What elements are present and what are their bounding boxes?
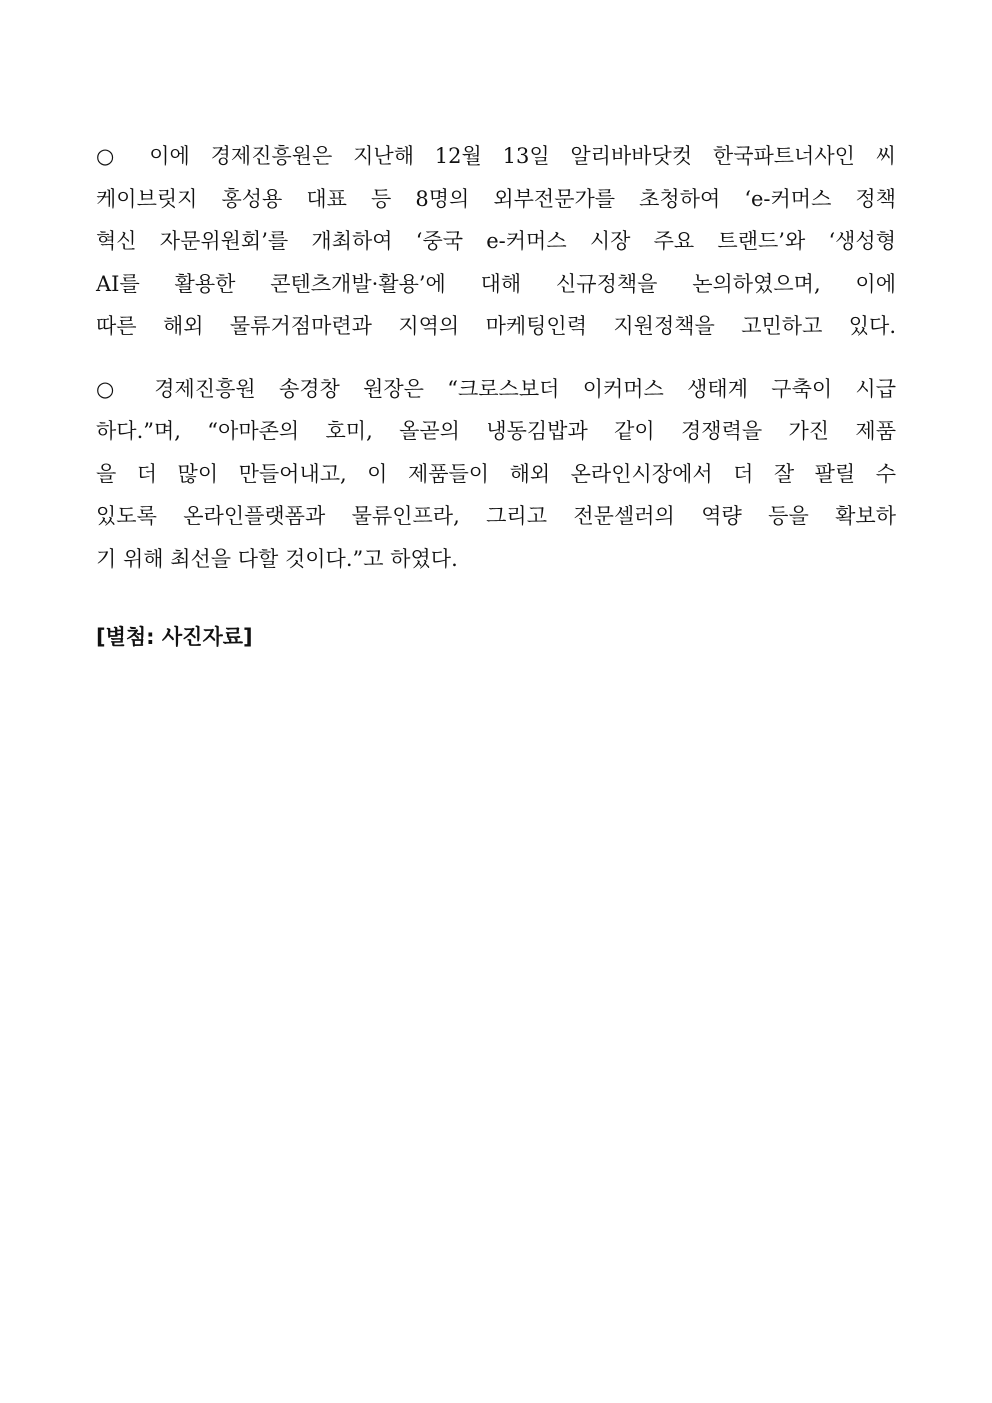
attachment-label: [별첨: 사진자료] — [96, 625, 253, 649]
paragraph-line: 하다.”며, “아마존의 호미, 올곧의 냉동김밥과 같이 경쟁력을 가진 제품 — [96, 419, 896, 443]
paragraph-line: ○ 경제진흥원 송경창 원장은 “크로스보더 이커머스 생태계 구축이 시급 — [96, 376, 896, 401]
paragraph-line: 기 위해 최선을 다할 것이다.”고 하였다. — [96, 546, 458, 571]
paragraph-line: 혁신 자문위원회’를 개최하여 ‘중국 e-커머스 시장 주요 트랜드’와 ‘생성형 — [96, 229, 896, 253]
paragraph-line: AI를 활용한 콘텐츠개발·활용’에 대해 신규정책을 논의하였으며, 이에 — [96, 271, 896, 296]
paragraph-line: 을 더 많이 만들어내고, 이 제품들이 해외 온라인시장에서 더 잘 팔릴 수 — [96, 461, 896, 486]
paragraph-line: ○ 이에 경제진흥원은 지난해 12월 13일 알리바바닷컷 한국파트너사인 씨 — [96, 144, 896, 168]
document-body — [96, 135, 896, 658]
paragraph-line: 따른 해외 물류거점마련과 지역의 마케팅인력 지원정책을 고민하고 있다. — [96, 314, 896, 338]
paragraph-line: 있도록 온라인플랫폼과 물류인프라, 그리고 전문셀러의 역량 등을 확보하 — [96, 504, 896, 528]
paragraph-line: 케이브릿지 홍성용 대표 등 8명의 외부전문가를 초청하여 ‘e-커머스 정책 — [96, 186, 896, 211]
paragraph-1 — [96, 135, 896, 348]
paragraph-2 — [96, 368, 896, 581]
